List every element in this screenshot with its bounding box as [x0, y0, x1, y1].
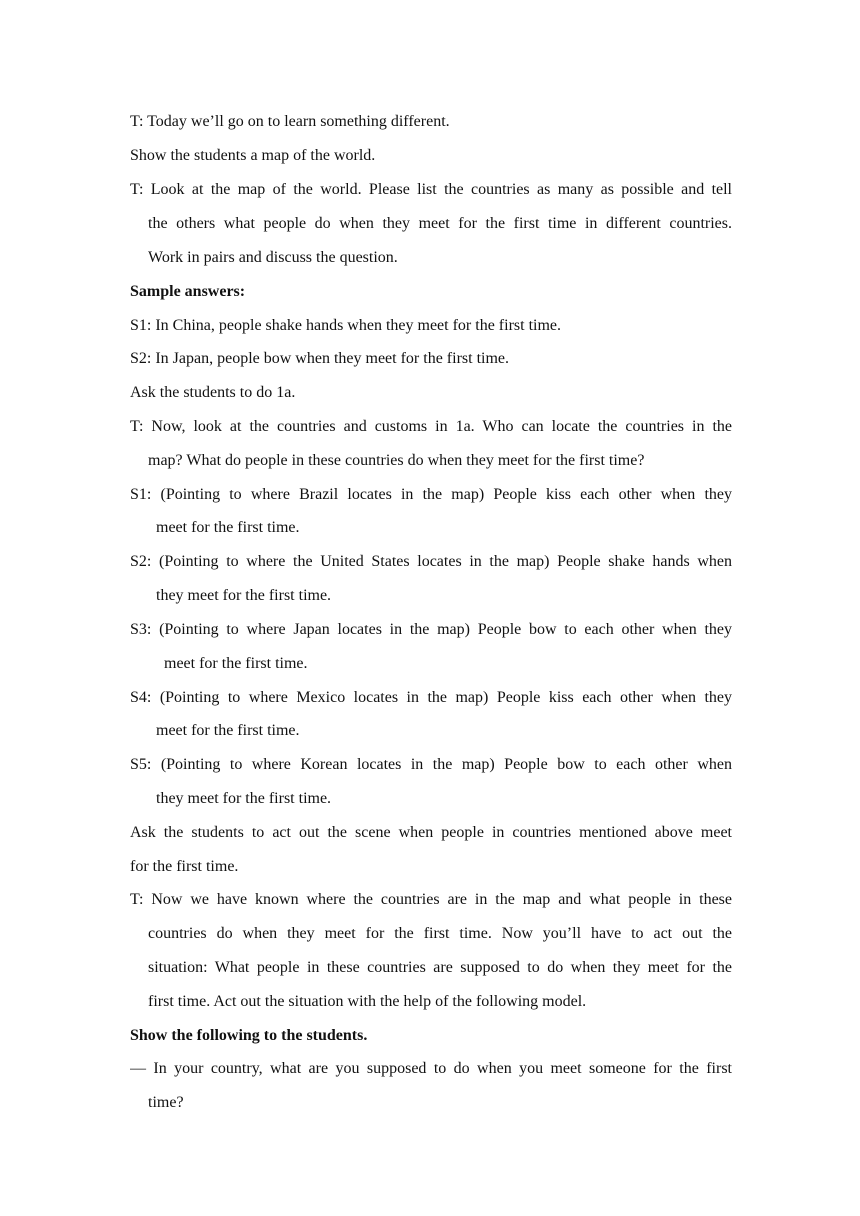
text-line: time? [148, 1094, 184, 1111]
text-line: Ask the students to act out the scene when people in countries mentioned above meet [130, 824, 732, 841]
text-line: Work in pairs and discuss the question. [148, 249, 398, 266]
text-line: for the first time. [130, 858, 239, 875]
text-line: meet for the first time. [156, 519, 300, 536]
text-line: — In your country, what are you supposed to do when you meet someone for the first [130, 1060, 732, 1077]
text-line: S1: In China, people shake hands when they meet for the first time. [130, 317, 562, 334]
text-line: first time. Act out the situation with the help of the following model. [148, 993, 587, 1010]
text-line: map? What do people in these countries do when they meet for the first time? [148, 452, 645, 469]
text-line: they meet for the first time. [156, 790, 332, 807]
text-line: situation: What people in these countries are supposed to do when they meet for the [148, 959, 732, 976]
text-line: S2: In Japan, people bow when they meet for the first time. [130, 350, 510, 367]
text-line: the others what people do when they meet for the first time in different countries. [148, 215, 732, 232]
text-line: Ask the students to do 1a. [130, 384, 296, 401]
text-line: they meet for the first time. [156, 587, 332, 604]
text-line: meet for the first time. [156, 722, 300, 739]
text-line: S3: (Pointing to where Japan locates in the map) People bow to each other when they [130, 621, 732, 638]
text-line: T: Now we have known where the countries are in the map and what people in these [130, 891, 732, 908]
text-line: S1: (Pointing to where Brazil locates in the map) People kiss each other when they [130, 486, 732, 503]
section-heading: Sample answers: [130, 283, 246, 300]
section-heading: Show the following to the students. [130, 1027, 368, 1044]
text-line: T: Today we’ll go on to learn something different. [130, 113, 450, 130]
text-line: S2: (Pointing to where the United States locates in the map) People shake hands when [130, 553, 732, 570]
text-line: meet for the first time. [164, 655, 308, 672]
text-line: S4: (Pointing to where Mexico locates in the map) People kiss each other when they [130, 689, 732, 706]
text-line: T: Look at the map of the world. Please list the countries as many as possible and tell [130, 181, 732, 198]
text-line: Show the students a map of the world. [130, 147, 376, 164]
text-line: countries do when they meet for the first time. Now you’ll have to act out the [148, 925, 732, 942]
text-line: S5: (Pointing to where Korean locates in the map) People bow to each other when [130, 756, 732, 773]
text-line: T: Now, look at the countries and customs in 1a. Who can locate the countries in the [130, 418, 732, 435]
